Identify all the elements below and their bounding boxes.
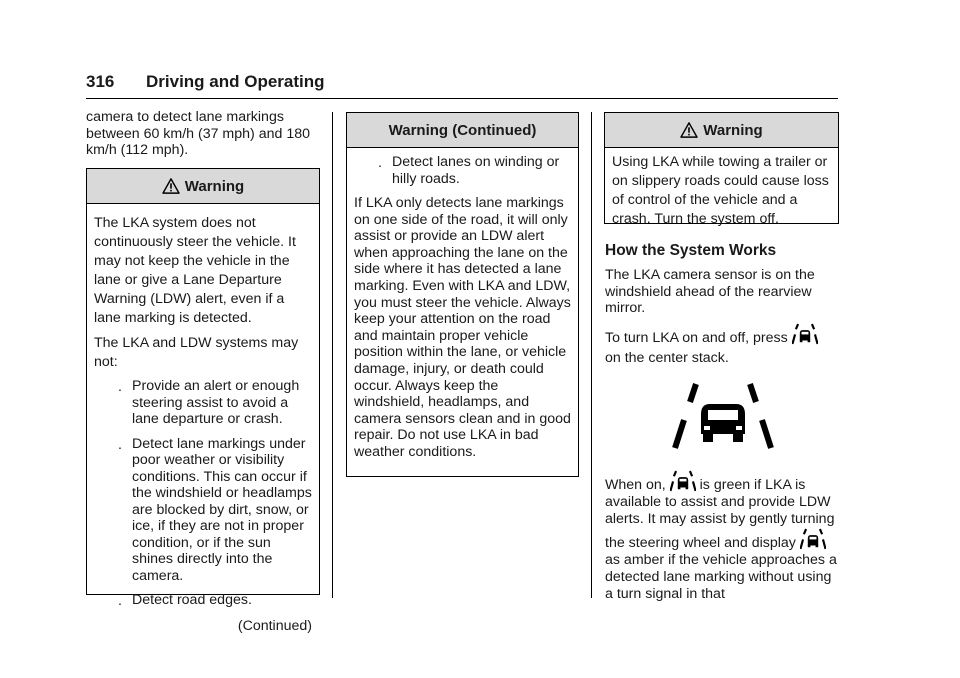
list-item — [94, 592, 312, 611]
bullet-text: Detect lane markings under poor weather or visibility conditions. This can occur if the windshield or headlamps are blocked by dirt, snow, or ice, if they are not in proper condition, or if the sun shines directly into the camera. — [132, 435, 312, 584]
warning-box-1 — [86, 168, 320, 634]
warning-title: Warning (Continued) — [388, 121, 537, 139]
column-divider-2 — [591, 112, 592, 598]
warning-icon — [680, 122, 698, 138]
warning-body — [347, 148, 578, 461]
warning-title: Warning — [184, 177, 245, 195]
bullet: . — [118, 379, 122, 395]
warning-paragraph: If LKA only detects lane markings on one side of the road, it will only assist or provide an LDW alert when approaching the lane on the side where it has detected a lane marking. Even with LKA and LDW, you must steer the vehicle. Always keep your attention on the road and maintain proper vehicle position within the lane, or vehicle damage, injury, or death could occur. Always keep the windshield, headlamps, and camera sensors clean and in good repair. Do not use LKA in bad weather conditions. — [354, 195, 571, 460]
warning-box-2 — [346, 112, 579, 477]
lane-keep-assist-icon — [670, 470, 696, 492]
page-header — [86, 70, 838, 99]
bullet: . — [118, 436, 122, 453]
section-title: Driving and Operating — [146, 72, 325, 91]
paragraph-2 — [605, 323, 840, 368]
paragraph-1: The LKA camera sensor is on the windshield ahead of the rearview mirror. — [605, 267, 815, 316]
bullet: . — [378, 155, 382, 171]
column-divider-1 — [332, 112, 333, 598]
paragraph-2-start: To turn LKA on and off, press — [605, 329, 788, 346]
list-item — [94, 436, 312, 585]
column-3 — [605, 242, 840, 368]
paragraph-3 — [605, 470, 843, 603]
lane-keep-assist-icon — [800, 528, 826, 550]
warning-paragraph-2: The LKA and LDW systems may not: — [94, 335, 299, 370]
page-number: 316 — [86, 72, 115, 91]
intro-text: camera to detect lane markings between 60 km/h (37 mph) and 180 km/h (112 mph). — [86, 109, 310, 158]
bullet-text: Provide an alert or enough steering assist to avoid a lane departure or crash. — [132, 378, 300, 427]
bullet-text: Detect lanes on winding or hilly roads. — [392, 154, 560, 187]
lane-keep-assist-icon — [792, 323, 818, 345]
warning-title: Warning — [703, 121, 763, 139]
warning-box-3 — [604, 112, 839, 227]
column-3-lower — [605, 470, 843, 603]
section-heading: How the System Works — [605, 242, 777, 259]
warning-header — [605, 113, 838, 148]
paragraph-3-d: as amber if the vehicle approaches a detected lane marking without using a turn signal in that — [605, 552, 837, 602]
warning-header — [87, 169, 319, 204]
warning-header — [347, 113, 578, 148]
paragraph-2-end: on the center stack. — [605, 349, 729, 366]
paragraph-3-b: is green if LKA is available to assist and provide LDW alerts. It may assist by gently turning the steering wheel and — [605, 477, 835, 551]
bullet-text: Detect road edges. — [132, 592, 252, 608]
warning-body — [87, 204, 319, 636]
list-item — [354, 154, 571, 187]
warning-icon — [162, 178, 180, 194]
column-1 — [86, 109, 321, 159]
lane-keep-assist-icon-large — [670, 382, 776, 450]
list-item — [94, 378, 312, 428]
paragraph-3-c: display — [751, 535, 796, 551]
bullet: . — [118, 593, 122, 609]
warning-paragraph-1: The LKA system does not continuously steer the vehicle. It may not keep the vehicle in the lane or give a Lane Departure Warning (LDW) alert, even if a lane marking is detected. — [94, 215, 296, 326]
warning-text: Using LKA while towing a trailer or on slippery roads could cause loss of control of the vehicle and a crash. Turn the system off. — [612, 154, 829, 227]
continued-label: (Continued) — [237, 618, 312, 634]
warning-body — [605, 148, 838, 229]
paragraph-3-a: When on, — [605, 477, 666, 493]
